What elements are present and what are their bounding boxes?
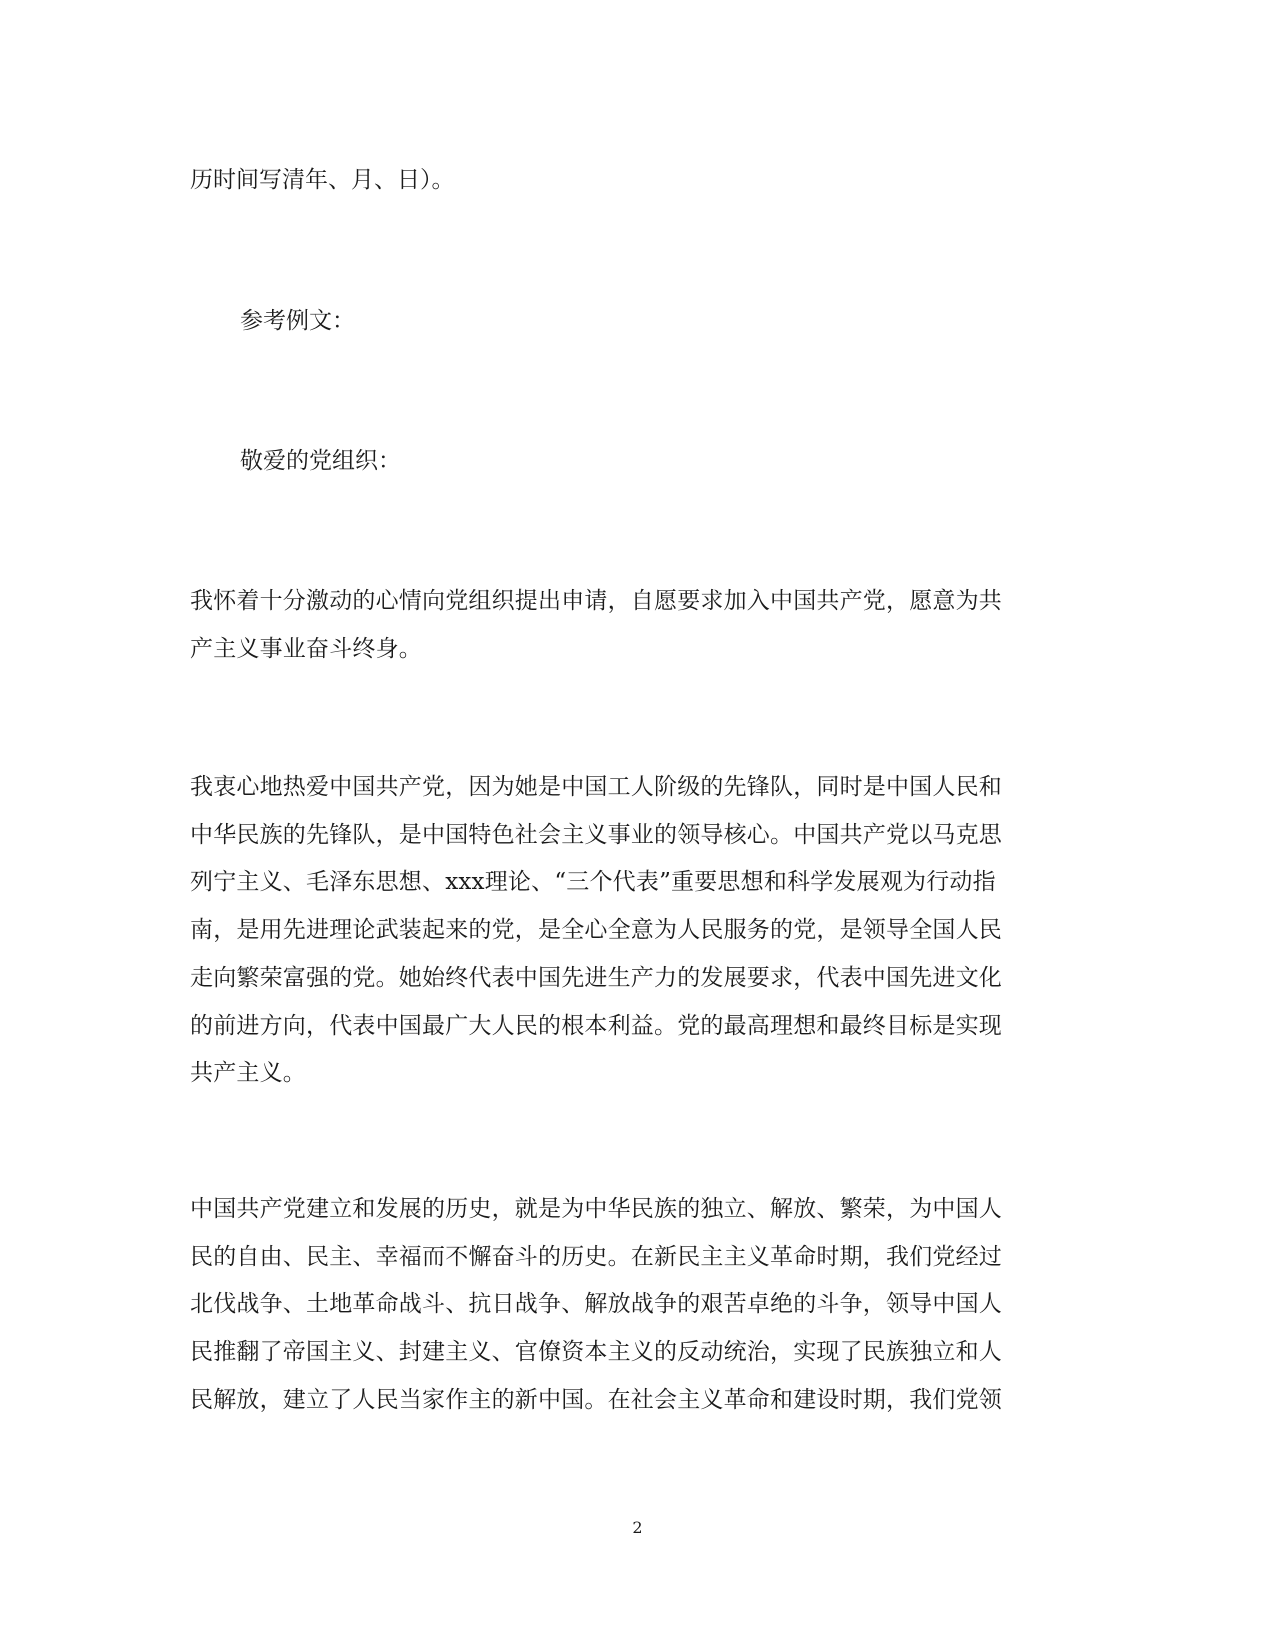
paragraph-3 bbox=[190, 1186, 1070, 1425]
paragraph-line: 的前进方向，代表中国最广大人民的根本利益。党的最高理想和最终目标是实现 bbox=[190, 1012, 1002, 1039]
paragraph-line: 走向繁荣富强的党。她始终代表中国先进生产力的发展要求，代表中国先进文化 bbox=[190, 964, 1002, 991]
salutation: 敬爱的党组织： bbox=[240, 448, 401, 474]
paragraph-line: 我怀着十分激动的心情向党组织提出申请，自愿要求加入中国共产党，愿意为共 bbox=[190, 588, 1002, 614]
paragraph-line: 中国共产党建立和发展的历史，就是为中华民族的独立、解放、繁荣，为中国人 bbox=[190, 1196, 1002, 1222]
paragraph-line: 中华民族的先锋队，是中国特色社会主义事业的领导核心。中国共产党以马克思 bbox=[190, 821, 1002, 848]
text-line-continuation: 历时间写清年、月、日）。 bbox=[190, 167, 455, 193]
paragraph-line: 北伐战争、土地革命战斗、抗日战争、解放战争的艰苦卓绝的斗争，领导中国人 bbox=[190, 1291, 1002, 1318]
page-number: 2 bbox=[632, 1518, 643, 1537]
paragraph-line: 共产主义。 bbox=[190, 1060, 306, 1087]
paragraph-line: 列宁主义、毛泽东思想、xxx理论、“三个代表”重要思想和科学发展观为行动指 bbox=[190, 869, 996, 896]
paragraph-1 bbox=[190, 578, 1070, 673]
paragraph-line: 我衷心地热爱中国共产党，因为她是中国工人阶级的先锋队，同时是中国人民和 bbox=[190, 774, 1002, 800]
paragraph-line: 产主义事业奋斗终身。 bbox=[190, 635, 422, 662]
paragraph-line: 民的自由、民主、幸福而不懈奋斗的历史。在新民主主义革命时期，我们党经过 bbox=[190, 1243, 1002, 1270]
paragraph-2 bbox=[190, 764, 1070, 1098]
paragraph-line: 民解放，建立了人民当家作主的新中国。在社会主义革命和建设时期，我们党领 bbox=[190, 1386, 1002, 1413]
paragraph-line: 南，是用先进理论武装起来的党，是全心全意为人民服务的党，是领导全国人民 bbox=[190, 917, 1002, 944]
reference-heading: 参考例文： bbox=[240, 308, 355, 334]
paragraph-line: 民推翻了帝国主义、封建主义、官僚资本主义的反动统治，实现了民族独立和人 bbox=[190, 1339, 1002, 1366]
